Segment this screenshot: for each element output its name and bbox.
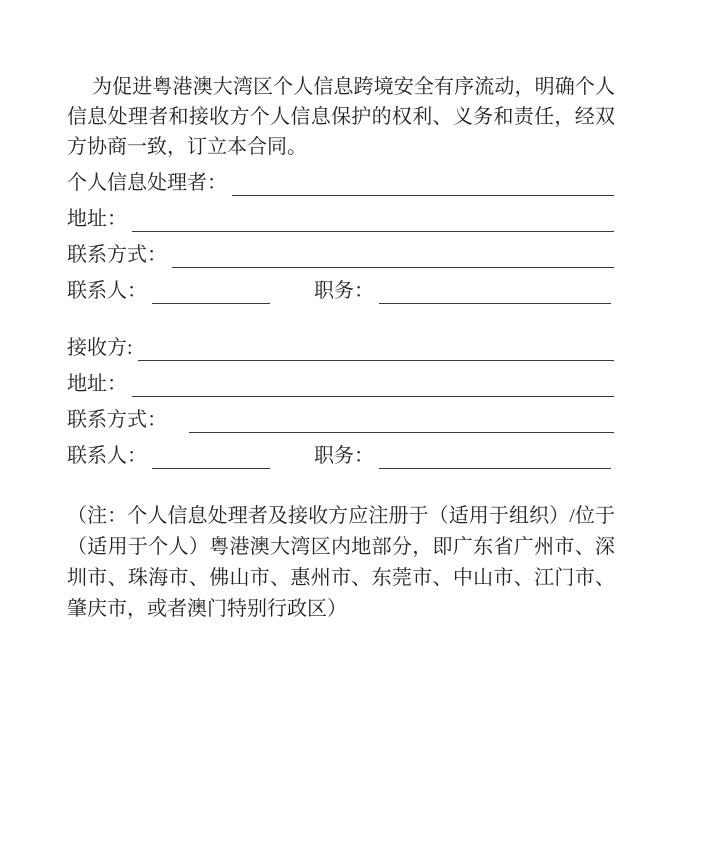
- row-spacer: [270, 273, 314, 309]
- processor-contact-label: 联系方式：: [67, 244, 167, 266]
- processor-address-field[interactable]: [132, 201, 614, 232]
- recipient-title-label: 职务：: [314, 445, 374, 467]
- recipient-section: [67, 330, 614, 474]
- recipient-contact-field[interactable]: [189, 402, 614, 433]
- processor-person-field[interactable]: [152, 273, 270, 304]
- processor-title-label: 职务：: [314, 280, 374, 302]
- recipient-name-row: [67, 330, 614, 366]
- processor-address-label: 地址：: [67, 208, 127, 230]
- recipient-title-field[interactable]: [379, 438, 611, 469]
- registration-note: （注：个人信息处理者及接收方应注册于（适用于组织）/位于（适用于个人）粤港澳大湾区内地部分，即广东省广州市、深圳市、珠海市、佛山市、惠州市、东莞市、中山市、江门市、肇庆市，或者澳门特别行政区）: [67, 505, 615, 620]
- processor-person-label: 联系人：: [67, 280, 147, 302]
- recipient-person-row: [67, 438, 614, 474]
- recipient-address-field[interactable]: [132, 366, 614, 397]
- intro-paragraph: 为促进粤港澳大湾区个人信息跨境安全有序流动，明确个人信息处理者和接收方个人信息保护的权利、义务和责任，经双方协商一致，订立本合同。: [67, 76, 615, 158]
- processor-contact-row: [67, 237, 614, 273]
- processor-title-field[interactable]: [379, 273, 611, 304]
- recipient-person-label: 联系人：: [67, 445, 147, 467]
- processor-name-label: 个人信息处理者：: [67, 172, 227, 194]
- recipient-contact-row: [67, 402, 614, 438]
- recipient-contact-label: 联系方式：: [67, 409, 167, 431]
- recipient-address-label: 地址：: [67, 373, 127, 395]
- processor-address-row: [67, 201, 614, 237]
- processor-contact-field[interactable]: [172, 237, 614, 268]
- processor-section: [67, 165, 614, 309]
- recipient-name-field[interactable]: [138, 330, 614, 361]
- recipient-name-label: 接收方:: [67, 337, 133, 359]
- row-spacer: [270, 438, 314, 474]
- processor-person-row: [67, 273, 614, 309]
- processor-name-field[interactable]: [232, 165, 614, 196]
- recipient-person-field[interactable]: [152, 438, 270, 469]
- recipient-address-row: [67, 366, 614, 402]
- processor-name-row: [67, 165, 614, 201]
